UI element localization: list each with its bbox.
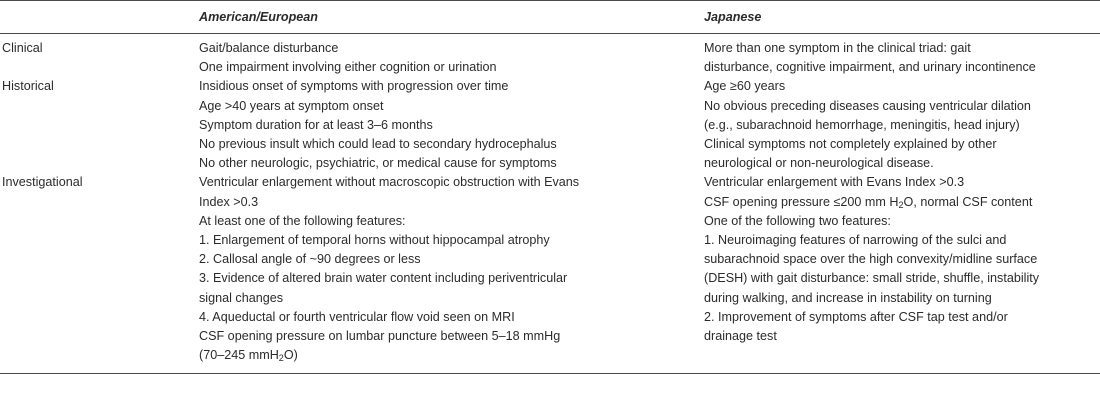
line: At least one of the following features: [199, 213, 406, 228]
line: disturbance, cognitive impairment, and urinary incontinence [704, 60, 1036, 75]
line: neurological or non-neurological disease. [704, 156, 934, 171]
line: Index >0.3 [199, 194, 259, 209]
line: 1. Enlargement of temporal horns without hippocampal atrophy [199, 233, 550, 248]
text: O, normal CSF content [903, 194, 1033, 209]
line: signal changes [199, 290, 284, 305]
subscript: 2 [898, 199, 904, 210]
line: Age ≥60 years [704, 79, 786, 94]
line: 4. Aqueductal or fourth ventricular flow void seen on MRI [199, 309, 515, 324]
row-label-clinical: Clinical [2, 41, 43, 55]
line: Age >40 years at symptom onset [199, 98, 384, 113]
line: No other neurologic, psychiatric, or medical cause for symptoms [199, 156, 557, 171]
cell-investigational-japanese [704, 173, 1100, 374]
text: O) [283, 348, 298, 363]
line: drainage test [704, 329, 777, 344]
line-with-subscript [704, 193, 1100, 212]
line: 2. Improvement of symptoms after CSF tap test and/or [704, 309, 1008, 324]
row-label-investigational: Investigational [0, 173, 199, 374]
line: No obvious preceding diseases causing ventricular dilation [704, 98, 1031, 113]
cell-historical-american [199, 77, 704, 173]
cell-investigational-american [199, 173, 704, 374]
header-american-european: American/European [199, 1, 704, 34]
header-row [0, 1, 1100, 34]
line: Ventricular enlargement without macroscopic obstruction with Evans [199, 175, 580, 190]
text: CSF opening pressure ≤200 mm H [704, 194, 899, 209]
cell-clinical-american [199, 34, 704, 78]
line: Clinical symptoms not completely explained by other [704, 137, 997, 152]
line: Ventricular enlargement with Evans Index >0.3 [704, 175, 965, 190]
row-label-historical: Historical [2, 79, 54, 94]
line: No previous insult which could lead to secondary hydrocephalus [199, 137, 557, 152]
header-japanese: Japanese [704, 1, 1100, 34]
line: One of the following two features: [704, 213, 891, 228]
table-row-investigational [0, 173, 1100, 374]
line: 1. Neuroimaging features of narrowing of the sulci and [704, 233, 1007, 248]
line-with-subscript [199, 346, 704, 365]
table-row-clinical [0, 34, 1100, 78]
line: 3. Evidence of altered brain water content including periventricular [199, 271, 568, 286]
cell-clinical-japanese [704, 34, 1100, 78]
line: Gait/balance disturbance [199, 41, 339, 55]
line: CSF opening pressure on lumbar puncture between 5–18 mmHg [199, 329, 561, 344]
table-row-historical [0, 77, 1100, 173]
line: subarachnoid space over the high convexity/midline surface [704, 252, 1038, 267]
cell-historical-japanese [704, 77, 1100, 173]
line: (e.g., subarachnoid hemorrhage, meningitis, head injury) [704, 117, 1020, 132]
line: 2. Callosal angle of ~90 degrees or less [199, 252, 421, 267]
line: Insidious onset of symptoms with progression over time [199, 79, 509, 94]
line: More than one symptom in the clinical triad: gait [704, 41, 971, 55]
header-blank [0, 1, 199, 34]
line: Symptom duration for at least 3–6 months [199, 117, 433, 132]
line: during walking, and increase in instability on turning [704, 290, 992, 305]
subscript: 2 [278, 353, 284, 364]
line: One impairment involving either cognition or urination [199, 60, 497, 75]
text: (70–245 mmH [199, 348, 279, 363]
line: (DESH) with gait disturbance: small stride, shuffle, instability [704, 271, 1040, 286]
